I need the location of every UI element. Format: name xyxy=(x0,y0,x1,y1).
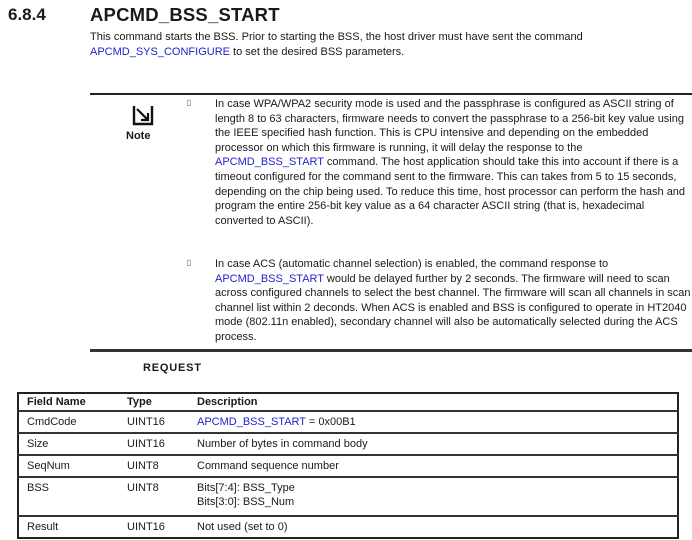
col-type: Type xyxy=(127,396,152,408)
note-item-2: In case ACS (automatic channel selection) is enabled, the command response to APCMD_BSS_START would be delayed further by 2 seconds. The firmware will need to scan across configured channels to select the best channel. The firmware will scan all channels in scan channel list within 2 deconds. When ACS is enabled and BSS is configured to operate in HT2040 mode (802.11n enabled), secondary channel will also be automatically selected during the ACS process. xyxy=(215,258,691,343)
link-apcmd-bss-start[interactable]: APCMD_BSS_START xyxy=(197,416,306,428)
table-row: CmdCode UINT16 APCMD_BSS_START = 0x00B1 xyxy=(18,411,678,433)
link-apcmd-bss-start[interactable]: APCMD_BSS_START xyxy=(215,156,324,169)
col-field-name: Field Name xyxy=(27,396,86,408)
note-bullet-2: ▯ xyxy=(186,258,192,267)
table-row: SeqNum UINT8 Command sequence number xyxy=(18,455,678,477)
note-top-rule xyxy=(90,93,692,95)
section-number: 6.8.4 xyxy=(8,5,46,24)
note-bottom-rule xyxy=(90,349,692,352)
request-heading: REQUEST xyxy=(143,362,202,374)
request-table xyxy=(17,392,679,539)
section-title: APCMD_BSS_START xyxy=(90,4,280,25)
section-intro: This command starts the BSS. Prior to starting the BSS, the host driver must have sent the command APCMD_SYS_CONFIGURE to set the desired BSS parameters. xyxy=(90,31,583,58)
table-row: Size UINT16 Number of bytes in command body xyxy=(18,433,678,455)
table-row: Result UINT16 Not used (set to 0) xyxy=(18,516,678,538)
note-arrow-icon xyxy=(132,104,154,126)
link-apcmd-bss-start[interactable]: APCMD_BSS_START xyxy=(215,272,324,285)
note-bullet-1: ▯ xyxy=(186,98,192,107)
table-row: BSS UINT8 Bits[7:4]: BSS_Type Bits[3:0]: BSS_Num xyxy=(18,477,678,516)
table-header-row xyxy=(18,393,678,411)
link-apcmd-sys-configure[interactable]: APCMD_SYS_CONFIGURE xyxy=(90,46,230,58)
col-description: Description xyxy=(197,396,258,408)
note-label: Note xyxy=(126,130,151,142)
note-item-1: In case WPA/WPA2 security mode is used and the passphrase is configured as ASCII string of length 8 to 63 characters, firmware needs to convert the passphrase to a 256-bit key value using the IEEE specified hash function. This is CPU intensive and depending on the embedded processor on which this firmware is running, it will delay the response to the APCMD_BSS_START command. The host application should take this into account if there is a timeout configured for the command sent to the firmware. This can takes from 5 to 15 seconds, depending on the chip being used. To reduce this time, host processor can perform the hash and program the entire 256-bit key value as a 64 character ASCII string (that is, hexadecimal converted to ASCII). xyxy=(215,98,686,227)
